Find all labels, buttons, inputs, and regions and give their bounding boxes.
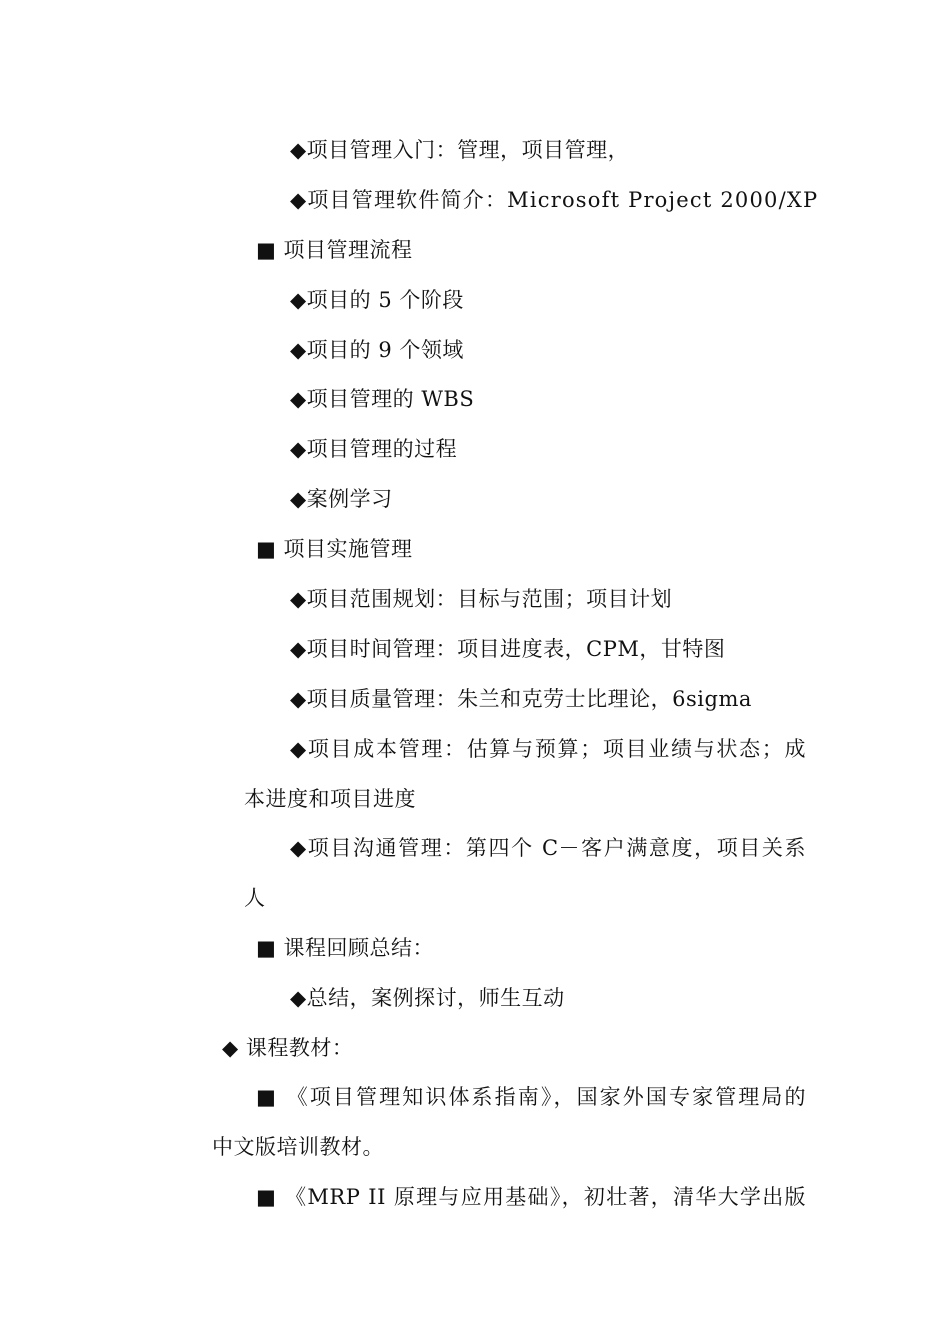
bullet-item: ◆项目管理的 WBS bbox=[290, 387, 475, 411]
textbook-item: ■ 《MRP II 原理与应用基础》，初壮著，清华大学出版 bbox=[256, 1185, 806, 1209]
top-level-heading: ◆ 课程教材： bbox=[222, 1036, 354, 1060]
textbook-item: ■ 《项目管理知识体系指南》，国家外国专家管理局的 bbox=[256, 1085, 806, 1109]
bullet-item: ◆项目成本管理：估算与预算；项目业绩与状态；成 bbox=[290, 737, 806, 761]
bullet-item: ◆项目质量管理：朱兰和克劳士比理论，6sigma bbox=[290, 687, 752, 711]
bullet-item: ◆项目范围规划：目标与范围；项目计划 bbox=[290, 587, 673, 611]
bullet-item: ◆项目管理入门：管理，项目管理， bbox=[290, 138, 630, 162]
textbook-item-continuation: 中文版培训教材。 bbox=[212, 1135, 384, 1159]
bullet-item: ◆项目时间管理：项目进度表，CPM，甘特图 bbox=[290, 637, 726, 661]
bullet-item: ◆项目的 9 个领域 bbox=[290, 338, 464, 362]
bullet-item: ◆总结，案例探讨，师生互动 bbox=[290, 986, 565, 1010]
bullet-item: ◆项目管理的过程 bbox=[290, 437, 458, 461]
bullet-item: ◆项目的 5 个阶段 bbox=[290, 288, 464, 312]
bullet-item-continuation: 人 bbox=[244, 886, 266, 910]
bullet-item: ◆案例学习 bbox=[290, 487, 393, 511]
bullet-item: ◆项目管理软件简介：Microsoft Project 2000/XP bbox=[290, 188, 819, 212]
section-heading: ■ 课程回顾总结： bbox=[256, 936, 435, 960]
section-heading: ■ 项目管理流程 bbox=[256, 238, 413, 262]
bullet-item: ◆项目沟通管理：第四个 C－客户满意度，项目关系 bbox=[290, 836, 806, 860]
section-heading: ■ 项目实施管理 bbox=[256, 537, 413, 561]
bullet-item-continuation: 本进度和项目进度 bbox=[244, 787, 416, 811]
